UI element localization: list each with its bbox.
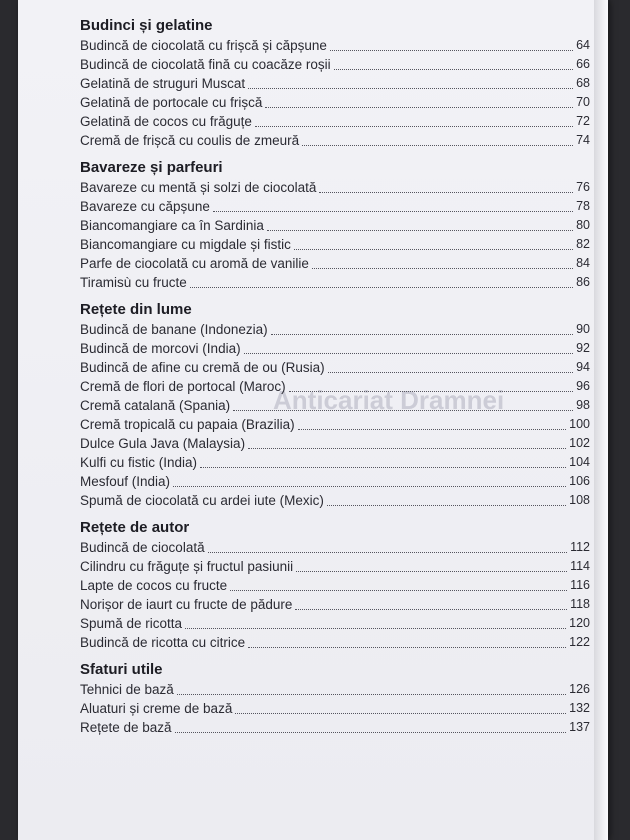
dot-leader <box>302 145 573 146</box>
page-number: 96 <box>576 379 590 393</box>
page-number: 80 <box>576 218 590 232</box>
page-number: 104 <box>569 455 590 469</box>
page-number: 64 <box>576 38 590 52</box>
toc-entry <box>80 131 590 150</box>
dot-leader <box>173 486 566 487</box>
dot-leader <box>296 571 567 572</box>
dot-leader <box>200 467 566 468</box>
page-number: 70 <box>576 95 590 109</box>
toc-section <box>80 16 590 150</box>
toc-entry <box>80 472 590 491</box>
entry-title: Spumă de ricotta <box>80 616 183 631</box>
dot-leader <box>289 391 574 392</box>
dot-leader <box>298 429 567 430</box>
toc-entry <box>80 339 590 358</box>
dot-leader <box>267 230 573 231</box>
entry-title: Budincă de ricotta cu citrice <box>80 635 246 650</box>
page-number: 74 <box>576 133 590 147</box>
toc-entry <box>80 595 590 614</box>
toc-entry <box>80 36 590 55</box>
page-number: 126 <box>569 682 590 696</box>
section-title: Sfaturi utile <box>80 661 163 678</box>
entry-title: Cremă catalană (Spania) <box>80 398 231 413</box>
dot-leader <box>255 126 573 127</box>
dot-leader <box>177 694 566 695</box>
book-page <box>18 0 608 840</box>
toc-entry <box>80 453 590 472</box>
toc-entry <box>80 396 590 415</box>
toc-entry <box>80 55 590 74</box>
toc-entry <box>80 576 590 595</box>
entry-title: Cremă de flori de portocal (Maroc) <box>80 379 286 394</box>
dot-leader <box>294 249 573 250</box>
page-number: 100 <box>569 417 590 431</box>
dot-leader <box>312 268 573 269</box>
entry-title: Rețete de bază <box>80 720 172 735</box>
toc-section <box>80 300 590 510</box>
page-number: 116 <box>570 578 590 592</box>
section-title: Budinci și gelatine <box>80 17 213 34</box>
entry-title: Tiramisù cu fructe <box>80 275 187 290</box>
dot-leader <box>208 552 567 553</box>
entry-title: Budincă de ciocolată <box>80 540 205 555</box>
page-number: 66 <box>576 57 590 71</box>
toc-entry <box>80 178 590 197</box>
entry-title: Norișor de iaurt cu fructe de pădure <box>80 597 293 612</box>
entry-title: Bavareze cu căpșune <box>80 199 210 214</box>
toc-section <box>80 158 590 292</box>
page-number: 90 <box>576 322 590 336</box>
dot-leader <box>248 647 566 648</box>
toc-entry <box>80 538 590 557</box>
section-title: Rețete din lume <box>80 301 192 318</box>
toc-entry <box>80 197 590 216</box>
toc-entry <box>80 415 590 434</box>
toc-entry <box>80 320 590 339</box>
page-number: 92 <box>576 341 590 355</box>
entry-title: Cilindru cu frăguțe și fructul pasiunii <box>80 559 294 574</box>
toc-entry <box>80 614 590 633</box>
entry-title: Tehnici de bază <box>80 682 174 697</box>
page-number: 114 <box>570 559 590 573</box>
page-number: 76 <box>576 180 590 194</box>
toc-entry <box>80 358 590 377</box>
toc-section <box>80 518 590 652</box>
toc-entry <box>80 557 590 576</box>
page-number: 132 <box>569 701 590 715</box>
toc-entry <box>80 112 590 131</box>
page-number: 98 <box>576 398 590 412</box>
toc-entry <box>80 491 590 510</box>
dot-leader <box>248 88 573 89</box>
page-number: 94 <box>576 360 590 374</box>
toc-entry <box>80 93 590 112</box>
dot-leader <box>295 609 567 610</box>
entry-title: Budincă de banane (Indonezia) <box>80 322 268 337</box>
entry-title: Budincă de afine cu cremă de ou (Rusia) <box>80 360 325 375</box>
dot-leader <box>190 287 573 288</box>
dot-leader <box>334 69 573 70</box>
page-number: 122 <box>569 635 590 649</box>
dot-leader <box>230 590 567 591</box>
toc-entry <box>80 680 590 699</box>
dot-leader <box>175 732 567 733</box>
page-number: 106 <box>569 474 590 488</box>
dot-leader <box>244 353 574 354</box>
dot-leader <box>271 334 573 335</box>
toc-entry <box>80 254 590 273</box>
entry-title: Bavareze cu mentă și solzi de ciocolată <box>80 180 317 195</box>
toc-entry <box>80 235 590 254</box>
table-of-contents <box>80 10 590 737</box>
entry-title: Cremă tropicală cu papaia (Brazilia) <box>80 417 295 432</box>
entry-title: Biancomangiare cu migdale și fistic <box>80 237 291 252</box>
entry-title: Lapte de cocos cu fructe <box>80 578 228 593</box>
page-number: 68 <box>576 76 590 90</box>
toc-section <box>80 660 590 737</box>
entry-title: Kulfi cu fistic (India) <box>80 455 198 470</box>
entry-title: Parfe de ciocolată cu aromă de vanilie <box>80 256 309 271</box>
entry-title: Budincă de ciocolată cu frișcă și căpșune <box>80 38 327 53</box>
entry-title: Mesfouf (India) <box>80 474 171 489</box>
toc-entry <box>80 74 590 93</box>
watermark: Anticariat Dramnei <box>273 385 505 415</box>
page-number: 78 <box>576 199 590 213</box>
page-number: 102 <box>569 436 590 450</box>
section-title: Bavareze și parfeuri <box>80 159 223 176</box>
page-number: 118 <box>570 597 590 611</box>
entry-title: Cremă de frișcă cu coulis de zmeură <box>80 133 300 148</box>
dot-leader <box>185 628 566 629</box>
toc-entry <box>80 718 590 737</box>
toc-entry <box>80 273 590 292</box>
page-number: 84 <box>576 256 590 270</box>
page-number: 82 <box>576 237 590 251</box>
dot-leader <box>265 107 573 108</box>
toc-entry <box>80 216 590 235</box>
dot-leader <box>328 372 573 373</box>
page-number: 137 <box>569 720 590 734</box>
dot-leader <box>233 410 573 411</box>
dot-leader <box>330 50 573 51</box>
page-number: 108 <box>569 493 590 507</box>
dot-leader <box>327 505 566 506</box>
entry-title: Gelatină de portocale cu frișcă <box>80 95 263 110</box>
toc-entry <box>80 434 590 453</box>
entry-title: Gelatină de cocos cu frăguțe <box>80 114 252 129</box>
entry-title: Biancomangiare ca în Sardinia <box>80 218 264 233</box>
toc-entry <box>80 377 590 396</box>
page-number: 86 <box>576 275 590 289</box>
dot-leader <box>319 192 573 193</box>
entry-title: Gelatină de struguri Muscat <box>80 76 246 91</box>
dot-leader <box>248 448 566 449</box>
entry-title: Spumă de ciocolată cu ardei iute (Mexic) <box>80 493 324 508</box>
dot-leader <box>213 211 573 212</box>
entry-title: Aluaturi și creme de bază <box>80 701 233 716</box>
toc-entry <box>80 633 590 652</box>
page-edge <box>594 0 608 840</box>
toc-entry <box>80 699 590 718</box>
entry-title: Dulce Gula Java (Malaysia) <box>80 436 246 451</box>
page-number: 72 <box>576 114 590 128</box>
page-number: 120 <box>569 616 590 630</box>
page-number: 112 <box>570 540 590 554</box>
entry-title: Budincă de ciocolată fină cu coacăze roșii <box>80 57 331 72</box>
dot-leader <box>235 713 566 714</box>
entry-title: Budincă de morcovi (India) <box>80 341 241 356</box>
section-title: Rețete de autor <box>80 519 190 536</box>
